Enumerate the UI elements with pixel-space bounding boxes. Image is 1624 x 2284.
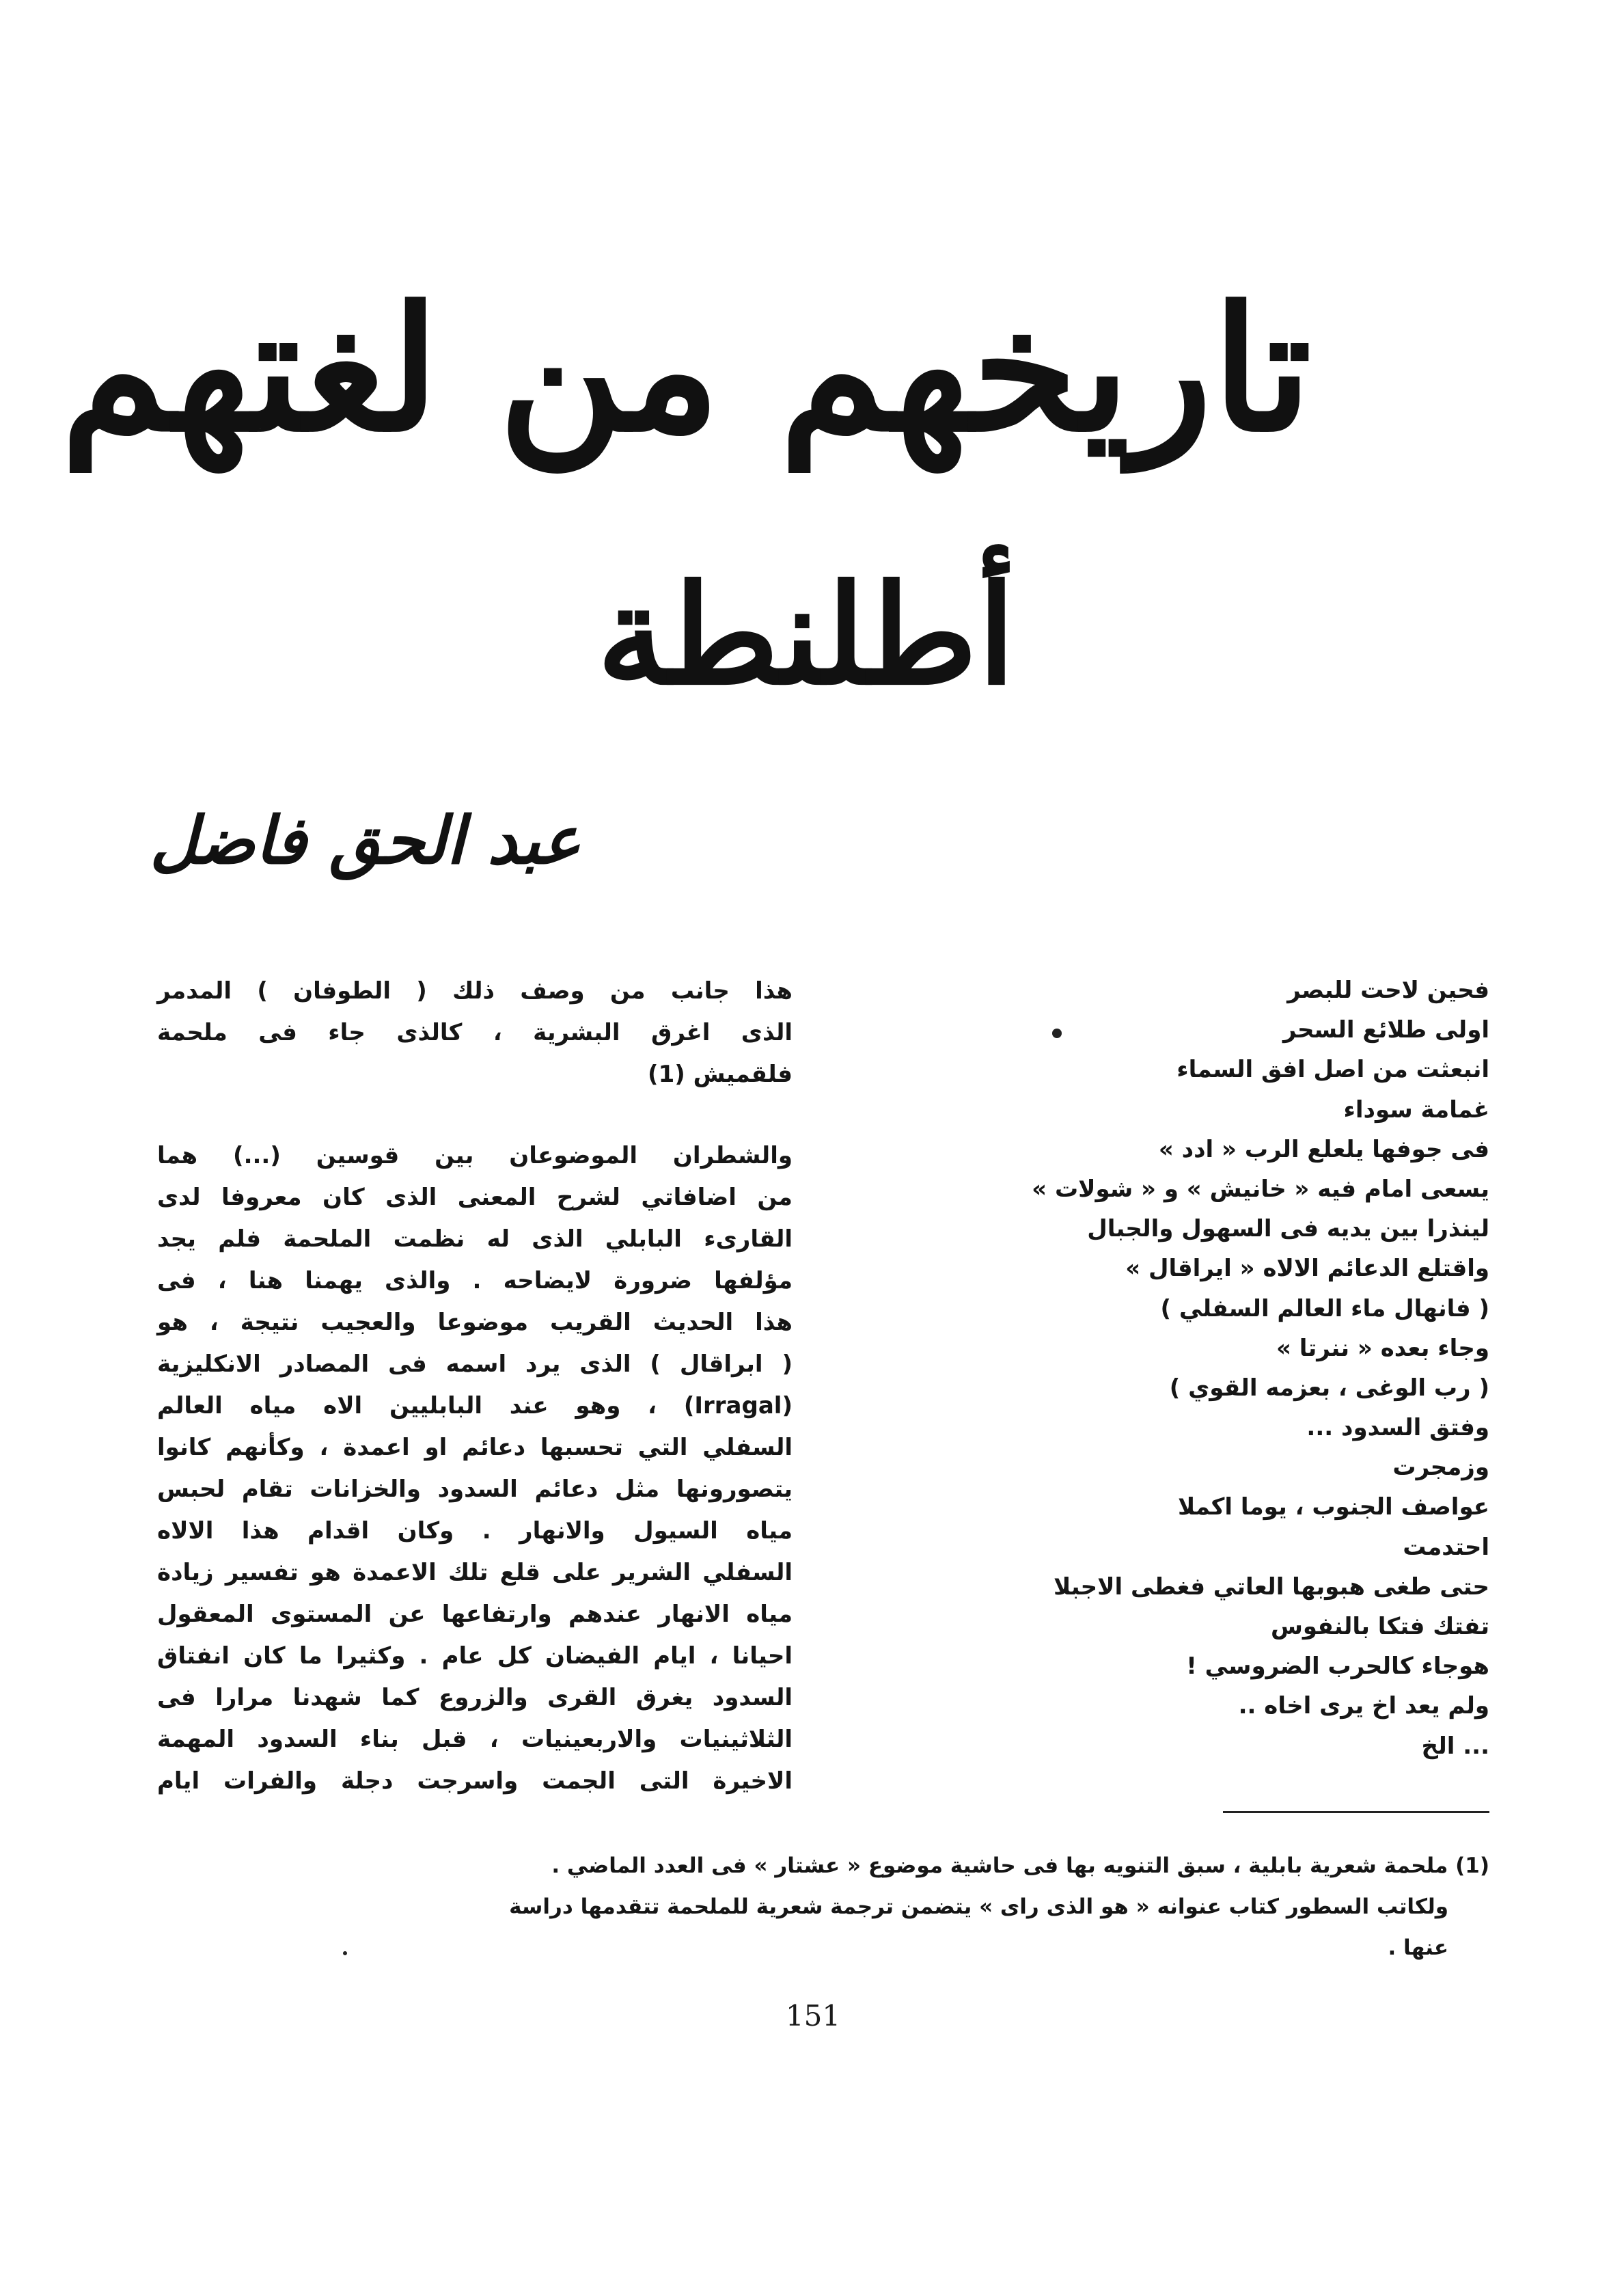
prose-line: (Irragal) ، وهو عند البابليين الاه مياه العالم [157, 1392, 793, 1419]
poem-line: ولم يعد اخ يرى اخاه .. [1238, 1692, 1489, 1720]
paragraph-gap [157, 1096, 793, 1135]
prose-line: الذى اغرق البشرية ، كالذى جاء فى ملحمة [157, 1019, 793, 1046]
poem-line: غمامة سوداء [1343, 1096, 1489, 1124]
poem-line: فى جوفها يلعلع الرب « ادد » [1158, 1135, 1489, 1163]
prose-line: هذا جانب من وصف ذلك ( الطوفان ) المدمر [157, 977, 793, 1005]
prose-line: الاخيرة التى الجمت واسرجت دجلة والفرات ايام [157, 1767, 793, 1795]
prose-line: القارىء البابلي الذى له نظمت الملحمة فلم يجد [157, 1225, 793, 1253]
footnote [225, 1845, 1489, 1968]
poem-line: يسعى امام فيه « خانيش » و « شولات » [1032, 1175, 1489, 1203]
poem-line: عواصف الجنوب ، يوما اكملا [1177, 1493, 1489, 1521]
poem-line: وفتق السدود ... [1306, 1414, 1489, 1442]
prose-line: فلقميش (1) [648, 1061, 793, 1088]
footnote-separator [1223, 1811, 1489, 1813]
prose-line: السدود يغرق القرى والزروع كما شهدنا مرارا فى [157, 1684, 793, 1711]
poem-column [956, 970, 1489, 1766]
prose-line: احيانا ، ايام الفيضان كل عام . وكثيرا ما كان انفتاق [157, 1642, 793, 1670]
prose-line: من اضافاتي لشرح المعنى الذى كان معروفا لدى [157, 1184, 793, 1211]
author-signature: عبد الحق فاضل [150, 802, 581, 879]
prose-line: مؤلفها ضرورة لايضاحه . والذى يهمنا هنا ، فى [157, 1267, 793, 1294]
prose-line: هذا الحديث القريب موضوعا والعجيب نتيجة ، هو [157, 1309, 793, 1336]
prose-line: مياه السيول والانهار . وكان اقدام هذا الالاه [157, 1517, 793, 1545]
footnote-line: ولكاتب السطور كتاب عنوانه « هو الذى راى » يتضمن ترجمة شعرية للملحمة تتقدمها دراسة [509, 1894, 1448, 1919]
poem-line: انبعثت من اصل افق السماء [1176, 1056, 1489, 1084]
prose-line: مياه الانهار عندهم وارتفاعها عن المستوى المعقول [157, 1601, 793, 1628]
footnote-line: (1) ملحمة شعرية بابلية ، سبق التنويه بها فى حاشية موضوع « عشتار » فى العدد الماضي . [551, 1853, 1489, 1878]
prose-line: ( ابراقال ) الذى يرد اسمه فى المصادر الانكليزية [157, 1350, 793, 1378]
footnote-line: عنها . [1388, 1935, 1448, 1960]
poem-line: ... الخ [1421, 1732, 1489, 1760]
prose-line: السفلي الشرير على قلع تلك الاعمدة هو تفسير زيادة [157, 1559, 793, 1586]
poem-line: تفتك فتكا بالنفوس [1270, 1613, 1489, 1640]
poem-line: ( رب الوغى ، بعزمه القوي ) [1169, 1374, 1489, 1402]
prose-line: والشطران الموضوعان بين قوسين (...) هما [157, 1142, 793, 1169]
poem-line: وزمجرت [1392, 1454, 1489, 1482]
ink-speck [1052, 1029, 1062, 1038]
article-subtitle: أطلنطة [596, 555, 1016, 716]
poem-line: لينذرا بين يديه فى السهول والجبال [1087, 1215, 1489, 1243]
poem-line: فحين لاحت للبصر [1287, 977, 1489, 1004]
page-number: 151 [785, 1999, 841, 2033]
article-title: تاريخهم من لغتهم [60, 269, 1312, 470]
poem-line: ( فانهال ماء العالم السفلي ) [1160, 1294, 1489, 1322]
poem-line: اولى طلائع السحر [1282, 1016, 1489, 1044]
ink-speck [343, 1951, 347, 1955]
poem-line: هوجاء كالحرب الضروسي ! [1186, 1653, 1489, 1681]
prose-column [157, 970, 793, 1802]
prose-line: السفلي التي تحسبها دعائم او اعمدة ، وكأنهم كانوا [157, 1434, 793, 1461]
poem-line: احتدمت [1403, 1533, 1489, 1561]
poem-line: وجاء بعده « ننرتا » [1276, 1334, 1489, 1362]
prose-line: الثلاثينيات والاربعينيات ، قبل بناء السدود المهمة [157, 1726, 793, 1753]
prose-line: يتصورونها مثل دعائم السدود والخزانات تقام لحبس [157, 1476, 793, 1503]
poem-line: حتى طغى هبوبها العاتي فغطى الاجبلا [1053, 1573, 1489, 1601]
poem-line: واقتلع الدعائم الالاه « ايراقال » [1125, 1255, 1489, 1283]
